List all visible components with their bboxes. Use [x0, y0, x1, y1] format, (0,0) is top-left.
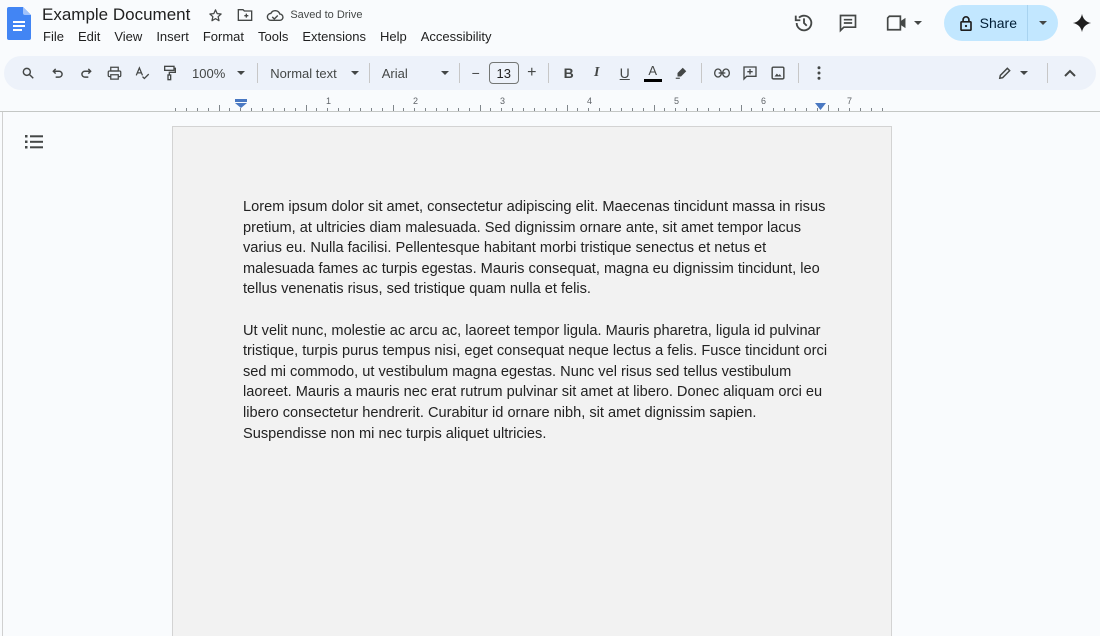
ruler-tick: [871, 108, 872, 111]
share-dropdown-button[interactable]: [1028, 5, 1058, 41]
ruler-tick: [697, 108, 698, 111]
version-history-icon[interactable]: [788, 7, 820, 39]
menu-edit[interactable]: Edit: [77, 29, 101, 44]
ruler-tick: [197, 108, 198, 111]
ruler-tick: [414, 108, 415, 111]
ruler-tick: [719, 108, 720, 111]
menu-help[interactable]: Help: [379, 29, 407, 44]
toolbar-divider: [369, 63, 370, 83]
ruler-tick: [708, 108, 709, 111]
paragraph[interactable]: Lorem ipsum dolor sit amet, consectetur adipiscing elit. Maecenas tincidunt massa in risus pretium, at ultricies diam malesuada. Sed dignissim ornare ante, sit amet tempor lacus varius eu. Nulla facilisi. Pellentesque habitant morbi tristique senectus et netus et malesuada fames ac turpis egestas. Mauris consequat, magna eu dignissim tincidunt, leo tellus venenatis risus, sed tristique quam nulla et felis.: [243, 199, 826, 298]
ruler-tick: [806, 108, 807, 111]
hide-menus-icon[interactable]: [1056, 59, 1084, 87]
paragraph-style-select[interactable]: [270, 59, 358, 87]
ruler-number: 3: [500, 96, 506, 106]
ruler-tick: [240, 108, 241, 111]
ruler-tick: [654, 105, 655, 111]
decrease-font-size-button[interactable]: −: [471, 65, 480, 81]
ruler-tick: [175, 108, 176, 111]
document-body[interactable]: [243, 197, 828, 465]
ruler-tick: [795, 108, 796, 111]
share-button[interactable]: [944, 5, 1028, 41]
increase-font-size-button[interactable]: +: [527, 64, 537, 81]
meet-icon[interactable]: [882, 7, 926, 39]
undo-icon[interactable]: [44, 59, 72, 87]
ruler-tick: [447, 108, 448, 111]
ruler-tick: [751, 108, 752, 111]
menu-format[interactable]: Format: [202, 29, 244, 44]
ruler-tick: [425, 108, 426, 111]
ruler-tick: [284, 108, 285, 111]
ruler-tick: [730, 108, 731, 111]
pencil-icon: [998, 66, 1012, 80]
toolbar-divider: [1047, 63, 1048, 83]
text-color-swatch: [644, 79, 662, 82]
ruler-number: 5: [674, 96, 680, 106]
menu-insert[interactable]: Insert: [156, 29, 189, 44]
italic-button[interactable]: I: [594, 65, 600, 80]
ruler-tick: [382, 108, 383, 111]
ruler-tick: [599, 108, 600, 111]
ruler-tick: [675, 108, 676, 111]
ruler-tick: [828, 105, 829, 111]
ruler-tick: [490, 108, 491, 111]
ruler-number: 2: [413, 96, 419, 106]
zoom-value: 100%: [192, 65, 226, 81]
ruler-tick: [403, 108, 404, 111]
chevron-down-icon: [1039, 21, 1047, 25]
ruler-tick: [262, 108, 263, 111]
ruler-tick: [849, 108, 850, 111]
app-header: [0, 0, 1100, 52]
ruler-tick: [295, 108, 296, 111]
ruler-tick: [480, 105, 481, 111]
cloud-saved-icon[interactable]: [266, 6, 284, 24]
ruler-tick: [817, 108, 818, 111]
save-status: Saved to Drive: [290, 9, 363, 21]
ruler-tick: [567, 105, 568, 111]
ruler-tick: [632, 108, 633, 111]
document-outline-icon[interactable]: [22, 131, 46, 153]
ruler-tick: [784, 108, 785, 111]
ruler-tick: [338, 108, 339, 111]
menu-accessibility[interactable]: Accessibility: [420, 29, 492, 44]
move-folder-icon[interactable]: [236, 6, 254, 24]
ruler-tick: [643, 108, 644, 111]
print-icon[interactable]: [100, 59, 128, 87]
menu-file[interactable]: File: [43, 29, 64, 44]
ruler-number: 1: [326, 96, 332, 106]
ruler-tick: [610, 108, 611, 111]
ruler-tick: [577, 108, 578, 111]
ruler-tick: [469, 108, 470, 111]
toolbar-divider: [798, 63, 799, 83]
ruler-tick: [393, 105, 394, 111]
ruler-tick: [556, 108, 557, 111]
insert-link-icon[interactable]: [708, 59, 736, 87]
ruler-tick: [512, 108, 513, 111]
add-comment-icon[interactable]: [736, 59, 764, 87]
google-docs-icon[interactable]: [7, 7, 31, 40]
ruler-tick: [501, 108, 502, 111]
ruler-tick: [458, 108, 459, 111]
ruler-tick: [773, 108, 774, 111]
horizontal-ruler[interactable]: [0, 96, 1100, 112]
ruler-tick: [621, 108, 622, 111]
ruler-tick: [838, 108, 839, 111]
text-color-button[interactable]: [639, 59, 667, 87]
share-label: Share: [979, 15, 1017, 31]
ruler-tick: [306, 105, 307, 111]
ruler-tick: [534, 108, 535, 111]
left-indent-marker-icon[interactable]: [235, 99, 247, 108]
title-row: [42, 5, 363, 25]
paragraph-style-value: Normal text: [270, 65, 337, 81]
ruler-tick: [860, 108, 861, 111]
menu-bar: [43, 29, 506, 44]
font-caret-icon: [441, 71, 449, 75]
style-caret-icon: [351, 71, 359, 75]
ruler-tick: [349, 108, 350, 111]
menu-view[interactable]: View: [114, 29, 143, 44]
ruler-tick: [882, 108, 883, 111]
ruler-baseline: [0, 111, 1100, 112]
paint-format-icon[interactable]: [156, 59, 184, 87]
meet-caret-icon: [914, 21, 922, 25]
ruler-tick: [686, 108, 687, 111]
ruler-tick: [545, 108, 546, 111]
ruler-tick: [327, 108, 328, 111]
comments-icon[interactable]: [832, 7, 864, 39]
ruler-tick: [316, 108, 317, 111]
ruler-tick: [229, 108, 230, 111]
editing-mode-button[interactable]: [993, 59, 1033, 87]
font-select[interactable]: [382, 59, 449, 87]
star-icon[interactable]: [206, 6, 224, 24]
ruler-tick: [436, 108, 437, 111]
ruler-tick: [360, 108, 361, 111]
toolbar-divider: [548, 63, 549, 83]
toolbar-divider: [701, 63, 702, 83]
formatting-toolbar: [4, 56, 1096, 90]
ruler-tick: [208, 108, 209, 111]
ruler-number: 4: [587, 96, 593, 106]
ruler-tick: [741, 105, 742, 111]
ruler-tick: [371, 108, 372, 111]
ruler-number: 7: [847, 96, 853, 106]
more-options-icon[interactable]: [805, 59, 833, 87]
paragraph[interactable]: Ut velit nunc, molestie ac arcu ac, laoreet tempor ligula. Mauris pharetra, ligula id pulvinar tristique, turpis purus tempus nisi, eget consequat neque lectus a felis. Fusce tincidunt orci sed mi commodo, ut vestibulum magna egestas. Nunc vel risus sed tellus vestibulum laoreet. Mauris a mauris nec erat rutrum pulvinar sit amet at libero. Donec aliquam orci eu libero consectetur hendrerit. Curabitur id ornare nibh, sit amet dignissim sapien. Suspendisse non mi nec turpis aliquet ultricies.: [243, 322, 828, 442]
menu-tools[interactable]: Tools: [258, 29, 289, 44]
bold-button[interactable]: B: [563, 65, 574, 81]
highlight-icon[interactable]: [667, 59, 695, 87]
menu-extensions[interactable]: Extensions: [302, 29, 366, 44]
ruler-tick: [588, 108, 589, 111]
toolbar-divider: [257, 63, 258, 83]
ruler-tick: [186, 108, 187, 111]
font-size-input[interactable]: 13: [489, 62, 519, 84]
font-value: Arial: [381, 65, 408, 81]
ruler-number: 6: [761, 96, 767, 106]
underline-button[interactable]: U: [619, 65, 630, 81]
zoom-caret-icon: [237, 71, 245, 75]
ruler-tick: [523, 108, 524, 111]
toolbar-divider: [459, 63, 460, 83]
search-menus-icon[interactable]: [14, 59, 42, 87]
document-title[interactable]: Example Document: [42, 5, 191, 24]
gemini-icon[interactable]: [1064, 5, 1100, 41]
redo-icon[interactable]: [72, 59, 100, 87]
left-scroll-edge: [0, 112, 3, 636]
zoom-select[interactable]: [192, 59, 245, 87]
document-page[interactable]: [172, 126, 892, 636]
text-color-label: A: [648, 63, 658, 78]
ruler-tick: [219, 105, 220, 111]
lock-icon: [960, 16, 972, 31]
insert-image-icon[interactable]: [764, 59, 792, 87]
ruler-tick: [251, 108, 252, 111]
spellcheck-icon[interactable]: [128, 59, 156, 87]
header-actions: [788, 5, 1100, 41]
mode-caret-icon: [1020, 71, 1028, 75]
ruler-tick: [664, 108, 665, 111]
ruler-tick: [762, 108, 763, 111]
share-button-group: [944, 5, 1058, 41]
ruler-tick: [273, 108, 274, 111]
